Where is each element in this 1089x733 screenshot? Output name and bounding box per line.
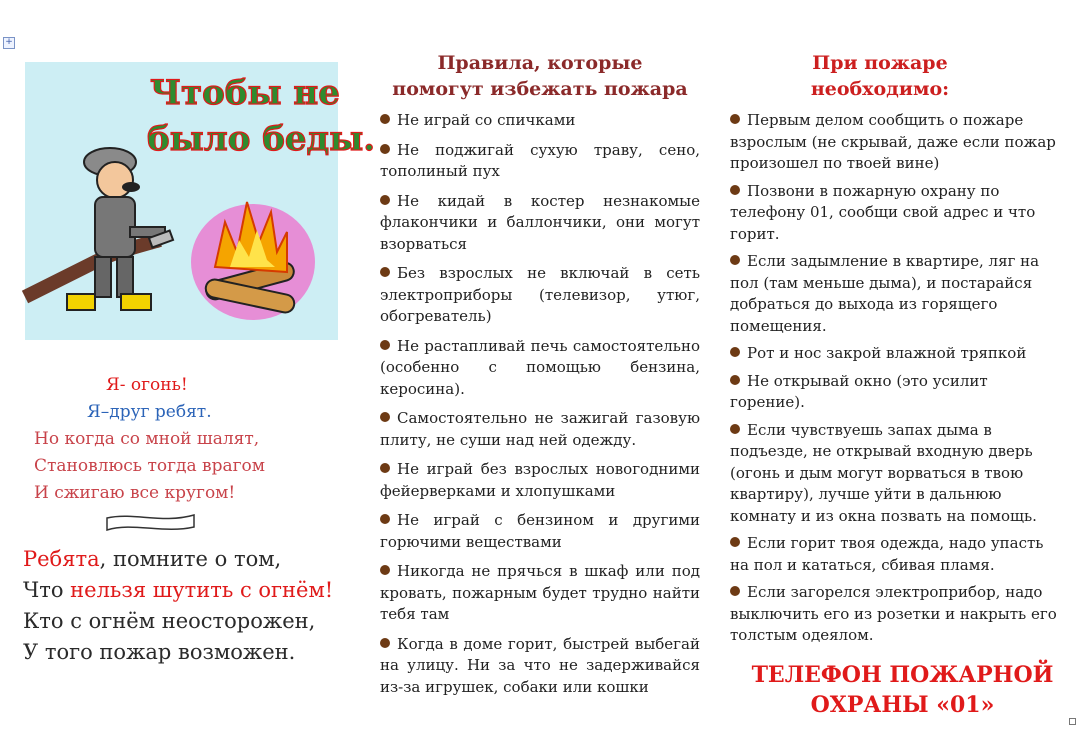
list-item: [380, 191, 700, 256]
bullet-icon: [380, 412, 390, 422]
action-text: Если загорелся электроприбор, надо выключить его из розетки и накрыть его толстым одеялом.: [730, 583, 1057, 644]
bullet-icon: [380, 638, 390, 648]
hero-title-line1: Чтобы не: [150, 73, 340, 113]
firefighter-scene: [25, 62, 376, 340]
rule-text: Не играй со спичками: [397, 111, 576, 129]
action-text: Если чувствуешь запах дыма в подъезде, не открывай входную дверь (огонь и дым могут ворваться в твою квартиру), лучше уйти в дальнюю комнату и из окна позвать на помощь.: [730, 420, 1037, 525]
hero-illustration: [25, 62, 376, 340]
resize-handle[interactable]: [1069, 718, 1076, 725]
list-item: [380, 110, 700, 132]
list-item: [380, 561, 700, 626]
move-handle-icon[interactable]: +: [3, 37, 15, 49]
motto-line-3: Кто с огнём неосторожен,: [23, 609, 316, 633]
rule-text: Не играй без взрослых новогодними фейерверками и хлопушками: [380, 460, 700, 500]
action-text: Рот и нос закрой влажной тряпкой: [747, 344, 1027, 362]
motto-line-4: У того пожар возможен.: [23, 640, 296, 664]
action-text: Если горит твоя одежда, надо упасть на пол и кататься, сбивая пламя.: [730, 534, 1044, 574]
scroll-banner-icon: [103, 510, 198, 534]
poem-line: Но когда со мной шалят,: [34, 429, 260, 449]
phone-line1: ТЕЛЕФОН ПОЖАРНОЙ: [751, 662, 1054, 688]
poem-line: И сжигаю все кругом!: [34, 483, 236, 503]
motto-red-word: Ребята: [23, 547, 100, 571]
rule-text: Не кидай в костер незнакомые флакончики и баллончики, они могут взорваться: [380, 191, 700, 253]
rules-heading: [380, 50, 700, 102]
list-item: [730, 420, 1065, 528]
bullet-icon: [730, 586, 740, 596]
bullet-icon: [380, 463, 390, 473]
bullet-icon: [380, 267, 390, 277]
fire-actions-heading-line2: необходимо:: [810, 78, 950, 100]
rule-text: Не поджигай сухую траву, сено, тополиный пух: [380, 140, 700, 180]
list-item: [730, 533, 1065, 576]
rule-text: Не растапливай печь самостоятельно (особенно с помощью бензина, керосина).: [380, 336, 700, 398]
prevention-rules-list: [380, 110, 700, 706]
rules-heading-line1: Правила, которые: [437, 52, 643, 74]
list-item: [730, 251, 1065, 337]
motto-line-2: [23, 575, 373, 606]
bullet-icon: [380, 514, 390, 524]
motto-text: , помните о том,: [99, 547, 282, 571]
bullet-icon: [730, 537, 740, 547]
bullet-icon: [730, 424, 740, 434]
list-item: [730, 181, 1065, 246]
fire-actions-heading: [800, 50, 960, 102]
motto: [23, 544, 373, 668]
motto-red-phrase: нельзя шутить с огнём!: [70, 578, 334, 602]
list-item: [730, 343, 1065, 365]
list-item: [380, 336, 700, 401]
fire-actions-heading-line1: При пожаре: [812, 52, 948, 74]
list-item: [730, 110, 1065, 175]
fire-actions-list: [730, 110, 1065, 653]
bullet-icon: [380, 195, 390, 205]
firefighter-illustration: [67, 148, 173, 310]
bullet-icon: [730, 185, 740, 195]
bullet-icon: [380, 144, 390, 154]
hero-title-line2: было беды.: [147, 119, 376, 159]
phone-line2: ОХРАНЫ «01»: [810, 692, 995, 718]
list-item: [380, 510, 700, 553]
list-item: [730, 371, 1065, 414]
poem: [20, 372, 340, 507]
bullet-icon: [380, 114, 390, 124]
bullet-icon: [730, 255, 740, 265]
rule-text: Никогда не прячься в шкаф или под кровать, пожарным будет трудно найти тебя там: [380, 562, 700, 623]
bullet-icon: [730, 347, 740, 357]
bullet-icon: [380, 565, 390, 575]
hose-shape: [25, 240, 160, 297]
motto-line-1: [23, 544, 373, 575]
bullet-icon: [730, 114, 740, 124]
poem-line: Я–друг ребят.: [87, 402, 212, 422]
rule-text: Самостоятельно не зажигай газовую плиту, не суши над ней одежду.: [380, 409, 700, 449]
list-item: [380, 459, 700, 502]
list-item: [380, 634, 700, 699]
rule-text: Не играй с бензином и другими горючими веществами: [380, 511, 700, 551]
list-item: [730, 582, 1065, 647]
action-text: Первым делом сообщить о пожаре взрослым (не скрывай, даже если пожар произошел по твоей вине): [730, 111, 1056, 172]
action-text: Не открывай окно (это усилит горение).: [730, 371, 988, 411]
action-text: Если задымление в квартире, ляг на пол (там меньше дыма), и постарайся добраться до выхода из горящего помещения.: [730, 252, 1040, 335]
rule-text: Без взрослых не включай в сеть электроприборы (телевизор, утюг, обогреватель): [380, 264, 700, 325]
poem-line: Я- огонь!: [106, 375, 188, 395]
list-item: [380, 263, 700, 328]
action-text: Позвони в пожарную охрану по телефону 01, сообщи свой адрес и что горит.: [730, 181, 1036, 243]
rules-heading-line2: помогут избежать пожара: [392, 78, 688, 100]
fire-phone-notice: [730, 660, 1075, 720]
list-item: [380, 408, 700, 451]
bullet-icon: [380, 340, 390, 350]
poem-line: Становлюсь тогда врагом: [34, 456, 265, 476]
list-item: [380, 140, 700, 183]
rule-text: Когда в доме горит, быстрей выбегай на улицу. Ни за что не задерживайся из-за игрушек, собаки или кошки: [380, 634, 700, 696]
bullet-icon: [730, 375, 740, 385]
campfire-illustration: [191, 202, 315, 320]
motto-text: Что: [23, 578, 71, 602]
